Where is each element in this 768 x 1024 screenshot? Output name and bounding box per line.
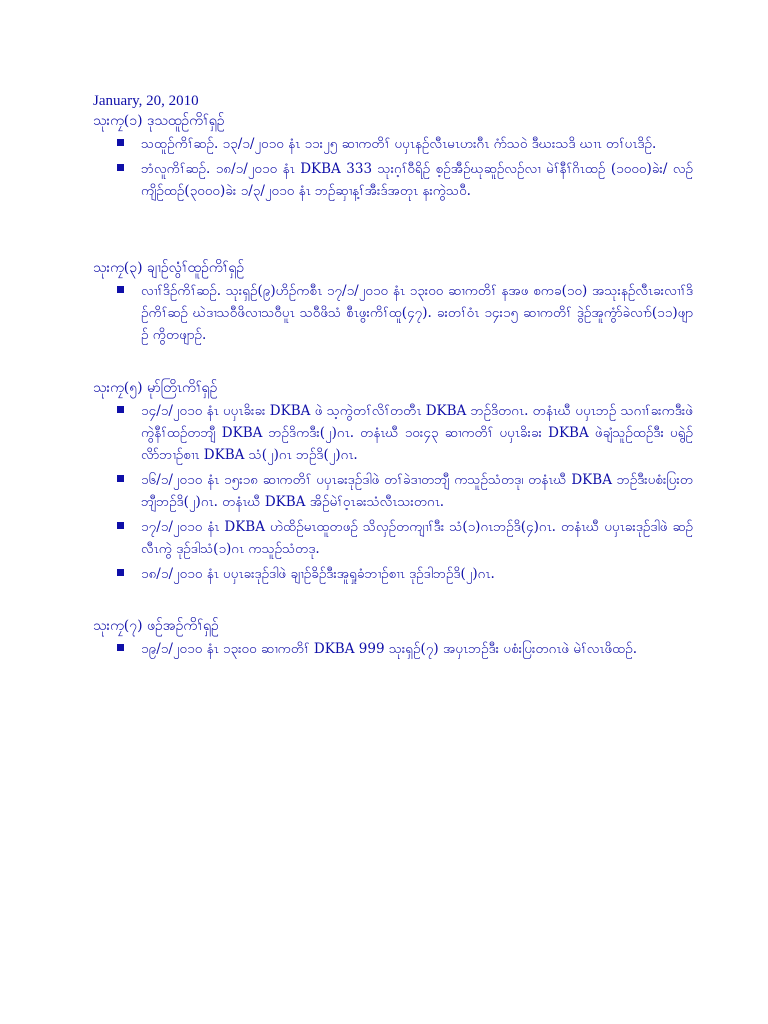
section-heading: သုးကၠ(၁) ဒုသထူဉ်ကိၢ်ရှဉ် [93, 113, 225, 129]
item-text: ၁၆/၁/၂၀၁၀ နံၤ ၁၅း၁၈ ဆၢကတိၢ် ပပှၤခးဒုဉ်ဒါဖဲ တၢ်ခဲဒၢတဘျီ ကသူဉ်သံတဒု၊ တနံၤဃီ DKBA ဘဉ်ဒီးပစံးပြးတဘျီဘဉ်ဒိ(၂)ဂၤ. တနံၤဃီ DKBA အိဉ်မဲၢ်ဝ့ၤခးသံလီၤသးတဂၤ. [141, 472, 693, 510]
list-item [93, 638, 693, 660]
item-text: ၁၉/၁/၂၀၁၀ နံၤ ၁၃း၀၀ ဆၢကတိၢ် DKBA 999 သုးရှဉ်(၇) အပှၤဘဉ်ဒီး ပစံးပြးတဂၤဖဲ မဲၢ်လၤဖိထဉ်. [141, 641, 637, 657]
item-text: ၁၈/၁/၂၀၁၀ နံၤ ပပှၤခးဒုဉ်ဒါဖဲ ချၢဉ်ခိဉ်ဒီးအူရှုခံဘၢဉ်စၢၤ ဒုဉ်ဒါဘဉ်ဒိ(၂)ဂၤ. [141, 566, 495, 582]
item-text: ၁၇/၁/၂၀၁၀ နံၤ DKBA ဟဲထိဉ်မၤထူတဖဉ် သိလှဉ်တကျၢၢ်ဒီး သံ(၁)ဂၤဘဉ်ဒိ(၄)ဂၤ. တနံၤဃီ ပပှၤခးဒုဉ်ဒါဖဲ ဆဉ်လီၤကွဲ ဒုဉ်ဒါသံ(၁)ဂၤ ကသူဉ်သံတဒု. [141, 519, 693, 557]
section-heading: သုးကၠ(၇) ဖဉ်အဉ်ကိၢ်ရှဉ် [93, 618, 219, 634]
section-list [93, 280, 693, 346]
section-list [93, 638, 693, 660]
list-item [93, 469, 693, 513]
square-bullet-icon [117, 569, 124, 576]
item-text: သထူဉ်ကိၢ်ဆဉ်. ၁၃/၁/၂၀၁၀ နံၤ ၁၁း၂၅ ဆၢကတိၢ် ပပှၤနဉ်လီၤမၤဟးဂီၤ ဂံာ်သဝဲ ဒီဃးသဒိ ဃၢၤ တၢ်ပၤဒိဉ်. [141, 136, 657, 152]
section-1 [93, 111, 693, 205]
square-bullet-icon [117, 139, 124, 146]
section-3 [93, 378, 693, 588]
section-list [93, 400, 693, 585]
section-list [93, 133, 693, 202]
square-bullet-icon [117, 475, 124, 482]
item-text: ၁၄/၁/၂၀၁၀ နံၤ ပပှၤခိးခး DKBA ဖဲ သ့ကွဲတၢ်လိၢ်တတီၤ DKBA ဘဉ်ဒိတဂၤ. တနံၤဃီ ပပှၤဘဉ် သဂၢၢ်ခးကဒီးဖဲ ကွဲနီၢ်ထဉ်တဘျီ DKBA ဘဉ်ဒိကဒီး(၂)ဂၤ. တနံၤဃီ ၁၀း၄၃ ဆၢကတိၢ် ပပှၤခိးခး DKBA ဖဲချံသူဉ်ထဉ်ဒီး ပရွဲဉ်လိာ်ဘၢဉ်စၢၤ DKBA သံ(၂)ဂၤ ဘဉ်ဒိ(၂)ဂၤ. [141, 403, 693, 463]
section-heading: သုးကၠ(၃) ချၢဉ်လွံၢ်ထူဉ်ကိၢ်ရှဉ် [93, 260, 245, 276]
section-4 [93, 616, 693, 663]
list-item [93, 280, 693, 346]
square-bullet-icon [117, 522, 124, 529]
item-text: ဘံလူကိၢ်ဆဉ်. ၁၈/၁/၂၀၁၀ နံၤ DKBA 333 သုးဂ့ၢ်ဝီရိဉ် စ့ဉ်အီဉ်ဃုဆူဉ်လဉ်လၢ မဲၢ်နီၢ်ဂိၤထဉ် (၁၀၀၀)ခဲး/ လဉ်ကျိဉ်ထဉ်(၃၀၀၀)ခဲး ၁/၃/၂၀၁၀ နံၤ ဘဉ်ဆှၢန့ၢ်အီးဒ်အတုၤ နးကွဲသဝီ. [141, 161, 693, 199]
list-item [93, 563, 693, 585]
square-bullet-icon [117, 644, 124, 651]
section-heading: သုးကၠ(၅) မုာ်တြိၤကိၢ်ရှဉ် [93, 380, 218, 396]
list-item [93, 158, 693, 202]
square-bullet-icon [117, 406, 124, 413]
list-item [93, 133, 693, 155]
document-date: January, 20, 2010 [93, 93, 199, 109]
square-bullet-icon [117, 286, 124, 293]
section-2 [93, 258, 693, 349]
square-bullet-icon [117, 164, 124, 171]
item-text: လၢၢ်ဒိဉ်ကိၢ်ဆဉ်. သုးရှဉ်(၉)ဟိဉ်ကစီၤ ၁၇/၁/၂၀၁၀ နံၤ ၁၃း၀၀ ဆၢကတိၢ် နအဖ စကခ(၁၀) အသုးနဉ်လီၤခးလၢၢ်ဒိဉ်ကိၢ်ဆဉ် ဃဲဒၢသဝီဖိလၢသဝီပူၤ သဝီဖိသံ စီၤဖွးကိၢ်ထူ(၄၇). ခးတၢ်ဝံၤ ၁၄း၁၅ ဆၢကတိၢ် ဒွဲဉ်အူကွံာ်ခဲလၢာ်(၁၁)ဖျာဉ် ကွိတဖျာဉ်. [141, 283, 693, 343]
list-item [93, 400, 693, 466]
list-item [93, 516, 693, 560]
